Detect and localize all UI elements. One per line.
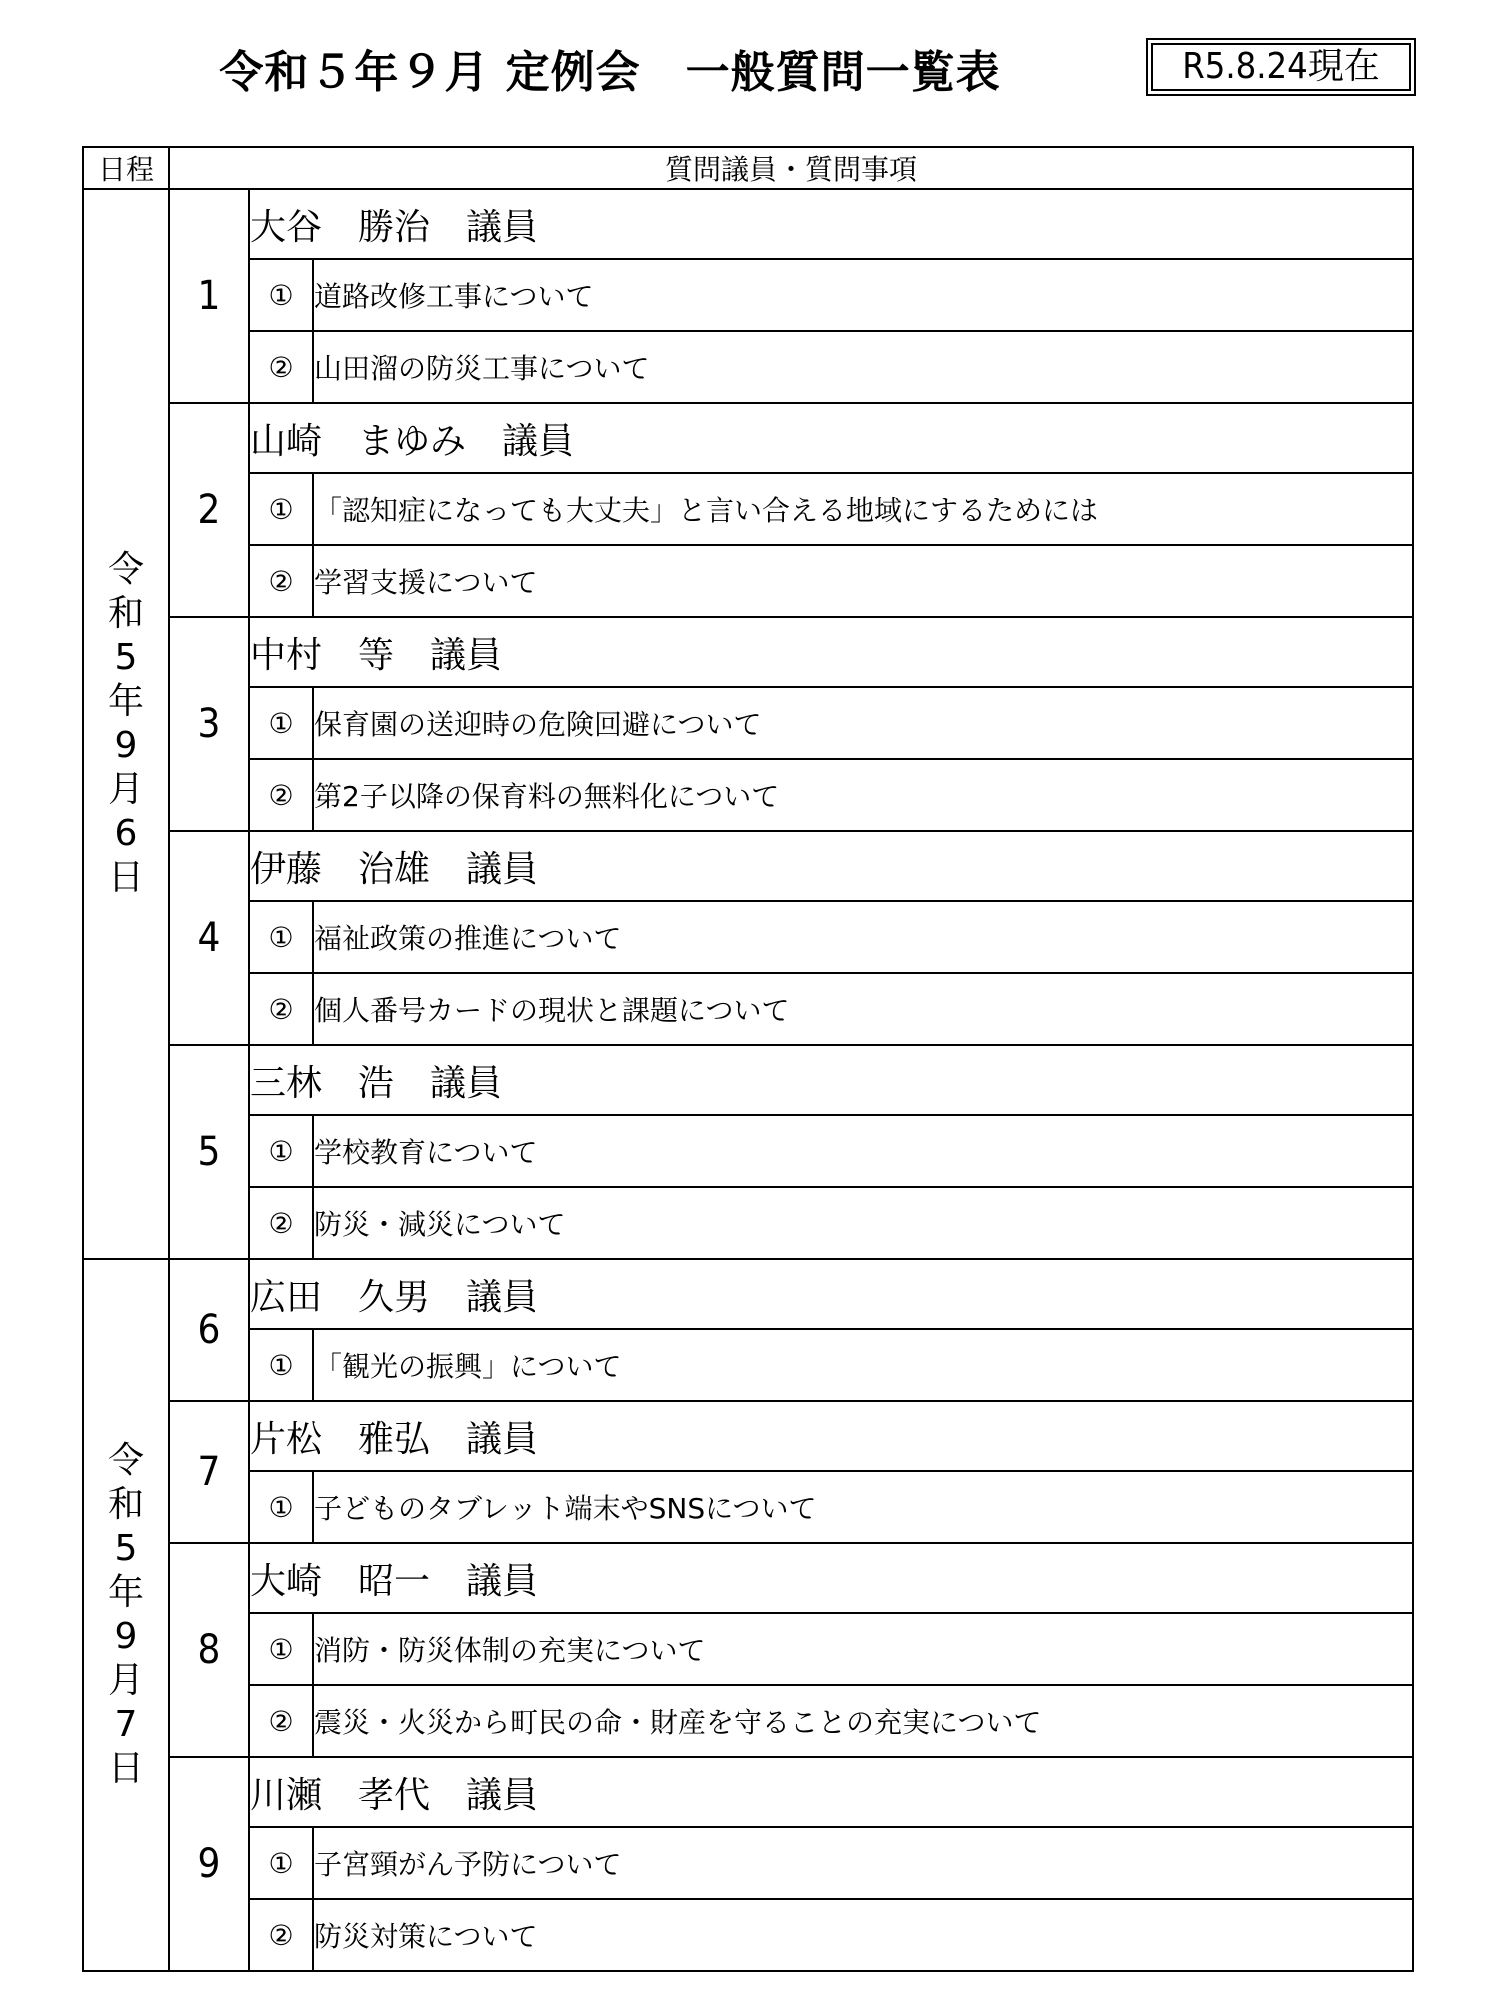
question-item-row xyxy=(83,259,1413,331)
question-item-row xyxy=(83,1685,1413,1757)
date-char: 令 xyxy=(107,549,144,590)
questioner-number: 1 xyxy=(169,189,249,403)
question-item-row xyxy=(83,545,1413,617)
item-number: ① xyxy=(249,1329,313,1401)
questioner-row xyxy=(83,1401,1413,1471)
item-number: ② xyxy=(249,1899,313,1971)
question-table xyxy=(82,146,1414,1972)
session-date xyxy=(83,1259,169,1971)
page-title: 令和５年９月 定例会 一般質問一覧表 xyxy=(219,47,1001,98)
item-number: ① xyxy=(249,473,313,545)
questioner-name: 三林 浩 議員 xyxy=(249,1045,1413,1115)
item-number: ② xyxy=(249,331,313,403)
header-content: 質問議員・質問事項 xyxy=(169,147,1413,189)
item-number: ① xyxy=(249,1471,313,1543)
date-char: 月 xyxy=(107,1660,144,1701)
question-item-row xyxy=(83,1471,1413,1543)
item-number: ① xyxy=(249,1613,313,1685)
date-char: 7 xyxy=(114,1704,138,1745)
questioner-number: 8 xyxy=(169,1543,249,1757)
item-number: ② xyxy=(249,759,313,831)
question-item-text: 「観光の振興」について xyxy=(313,1329,1413,1401)
questioner-number: 6 xyxy=(169,1259,249,1401)
question-item-row xyxy=(83,901,1413,973)
question-item-text: 子どものタブレット端末やSNSについて xyxy=(313,1471,1413,1543)
date-char: 月 xyxy=(107,769,144,810)
questioner-name: 伊藤 治雄 議員 xyxy=(249,831,1413,901)
item-number: ① xyxy=(249,901,313,973)
question-item-row xyxy=(83,1899,1413,1971)
questioner-row xyxy=(83,1757,1413,1827)
question-item-text: 個人番号カードの現状と課題について xyxy=(313,973,1413,1045)
question-item-row xyxy=(83,1329,1413,1401)
question-item-text: 山田溜の防災工事について xyxy=(313,331,1413,403)
item-number: ① xyxy=(249,687,313,759)
question-item-text: 保育園の送迎時の危険回避について xyxy=(313,687,1413,759)
item-number: ② xyxy=(249,973,313,1045)
date-char: 和 xyxy=(107,593,144,634)
questioner-name: 広田 久男 議員 xyxy=(249,1259,1413,1329)
questioner-name: 大崎 昭一 議員 xyxy=(249,1543,1413,1613)
date-char: 年 xyxy=(107,1572,144,1613)
question-item-text: 道路改修工事について xyxy=(313,259,1413,331)
date-char: 9 xyxy=(114,725,138,766)
questioner-name: 大谷 勝治 議員 xyxy=(249,189,1413,259)
date-char: 9 xyxy=(114,1616,138,1657)
table-body xyxy=(83,189,1413,1971)
session-date xyxy=(83,189,169,1259)
questioner-number: 9 xyxy=(169,1757,249,1971)
question-item-text: 防災・減災について xyxy=(313,1187,1413,1259)
item-number: ② xyxy=(249,1685,313,1757)
item-number: ① xyxy=(249,1827,313,1899)
questioner-row xyxy=(83,403,1413,473)
question-item-row xyxy=(83,687,1413,759)
question-item-text: 学習支援について xyxy=(313,545,1413,617)
date-char: 令 xyxy=(107,1440,144,1481)
date-char: 6 xyxy=(114,813,138,854)
questioner-name: 片松 雅弘 議員 xyxy=(249,1401,1413,1471)
question-item-text: 第2子以降の保育料の無料化について xyxy=(313,759,1413,831)
question-item-row xyxy=(83,331,1413,403)
date-char: 日 xyxy=(107,857,144,898)
question-item-row xyxy=(83,1115,1413,1187)
date-char: 5 xyxy=(114,1528,138,1569)
as-of-date: R5.8.24現在 xyxy=(1151,43,1411,91)
date-char: 年 xyxy=(107,681,144,722)
question-item-text: 震災・火災から町民の命・財産を守ることの充実について xyxy=(313,1685,1413,1757)
questioner-row xyxy=(83,189,1413,259)
item-number: ② xyxy=(249,1187,313,1259)
date-char: 日 xyxy=(107,1748,144,1789)
as-of-box xyxy=(1146,38,1416,96)
question-item-row xyxy=(83,473,1413,545)
question-item-text: 福祉政策の推進について xyxy=(313,901,1413,973)
questioner-row xyxy=(83,1045,1413,1115)
questioner-name: 川瀬 孝代 議員 xyxy=(249,1757,1413,1827)
question-item-text: 「認知症になっても大丈夫」と言い合える地域にするためには xyxy=(313,473,1413,545)
question-item-text: 消防・防災体制の充実について xyxy=(313,1613,1413,1685)
questioner-number: 3 xyxy=(169,617,249,831)
question-item-row xyxy=(83,1613,1413,1685)
date-char: 5 xyxy=(114,637,138,678)
item-number: ① xyxy=(249,259,313,331)
item-number: ① xyxy=(249,1115,313,1187)
header-row xyxy=(83,147,1413,189)
questioner-number: 5 xyxy=(169,1045,249,1259)
item-number: ② xyxy=(249,545,313,617)
question-item-row xyxy=(83,1187,1413,1259)
question-item-text: 防災対策について xyxy=(313,1899,1413,1971)
questioner-number: 4 xyxy=(169,831,249,1045)
question-item-row xyxy=(83,1827,1413,1899)
questioner-name: 山崎 まゆみ 議員 xyxy=(249,403,1413,473)
question-item-row xyxy=(83,973,1413,1045)
questioner-number: 7 xyxy=(169,1401,249,1543)
questioner-number: 2 xyxy=(169,403,249,617)
date-char: 和 xyxy=(107,1484,144,1525)
questioner-row xyxy=(83,1543,1413,1613)
questioner-row xyxy=(83,1259,1413,1329)
question-item-text: 学校教育について xyxy=(313,1115,1413,1187)
questioner-name: 中村 等 議員 xyxy=(249,617,1413,687)
question-item-row xyxy=(83,759,1413,831)
header-date: 日程 xyxy=(83,147,169,189)
question-item-text: 子宮頸がん予防について xyxy=(313,1827,1413,1899)
questioner-row xyxy=(83,617,1413,687)
questioner-row xyxy=(83,831,1413,901)
